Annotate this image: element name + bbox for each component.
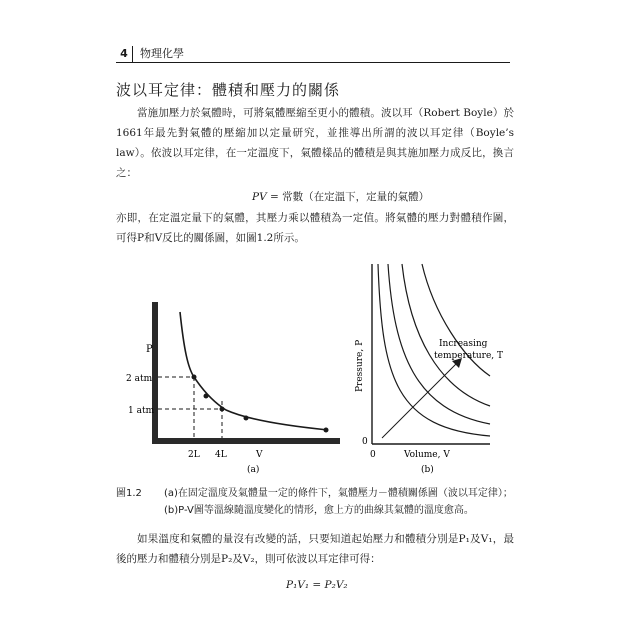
section-title: 波以耳定律：體積和壓力的關係: [116, 81, 341, 99]
panel-a-y-tick-2atm: 2 atm: [126, 374, 153, 384]
panel-b-temperature-arrow: [382, 362, 458, 438]
running-header: [116, 46, 510, 62]
panel-a-point-1atm: [220, 407, 225, 412]
paragraph-intro: 當施加壓力於氣體時，可將氣體壓縮至更小的體積。波以耳（Robert Boyle）於1661年最先對氣體的壓縮加以定量研究，並推導出所謂的波以耳定律（Boyle’s law）。依波以耳定律，在一定溫度下，氣體樣品的體積是與其施加壓力成反比，換言之：: [116, 107, 514, 179]
panel-b-x-label: Volume, V: [404, 450, 450, 460]
panel-b-isotherm-1: [378, 264, 490, 436]
panel-a: [126, 302, 340, 475]
panel-b-origin-y: 0: [362, 437, 368, 447]
panel-a-y-label: P: [146, 344, 153, 355]
boyle-law-equation: P₁V₁ = P₂V₂: [286, 579, 348, 591]
panel-b: [355, 264, 503, 475]
caption-text: (a)在固定溫度及氣體量一定的條件下，氣體壓力－體積關係圖（波以耳定律）；(b)P-V圖等溫線隨溫度變化的情形，愈上方的曲線其氣體的溫度愈高。: [164, 488, 513, 516]
panel-a-axis-bar-y: [152, 302, 158, 444]
panel-a-x-tick-v: V: [256, 450, 263, 460]
header-rule: [116, 62, 510, 63]
panel-a-x-tick-2l: 2L: [188, 450, 200, 460]
panel-a-point-mid: [204, 394, 209, 399]
panel-b-sublabel: (b): [421, 465, 434, 475]
panel-a-sublabel: (a): [247, 465, 260, 475]
panel-a-point-last: [324, 428, 329, 433]
caption-label: 圖1.2: [116, 488, 142, 499]
paragraph-derivation: 如果溫度和氣體的量沒有改變的話，只要知道起始壓力和體積分別是P₁及V₁，最後的壓力和體積分別是P₂及V₂，則可依波以耳定律可得：: [116, 533, 514, 565]
chapter-title: 物理化學: [140, 47, 184, 60]
panel-b-y-label: Pressure, P: [355, 339, 365, 392]
formula-text: 常數（在定溫下，定量的氣體）: [282, 191, 430, 203]
panel-b-annotation-line2: temperature, T: [434, 351, 503, 361]
figure-1-2: [126, 260, 503, 478]
panel-b-annotation-line1: Increasing: [439, 339, 488, 349]
formula-equals: =: [266, 191, 283, 203]
boyle-law-formula: [252, 189, 429, 204]
panel-a-point-end: [244, 416, 249, 421]
panel-a-isotherm-curve: [180, 312, 328, 430]
panel-a-y-tick-1atm: 1 atm: [128, 406, 155, 416]
panel-a-axis-bar-x: [152, 438, 340, 444]
chapter-number: 4: [116, 46, 133, 62]
panel-a-point-2atm: [192, 375, 197, 380]
formula-expression: PV: [252, 191, 267, 203]
paragraph-explanation: 亦即，在定溫定量下的氣體，其壓力乘以體積為一定值。將氣體的壓力對體積作圖，可得P和V反比的關係圖，如圖1.2所示。: [116, 212, 514, 244]
panel-b-isotherm-3: [402, 264, 490, 406]
panel-b-origin-x: 0: [370, 450, 376, 460]
panel-a-x-tick-4l: 4L: [215, 450, 227, 460]
